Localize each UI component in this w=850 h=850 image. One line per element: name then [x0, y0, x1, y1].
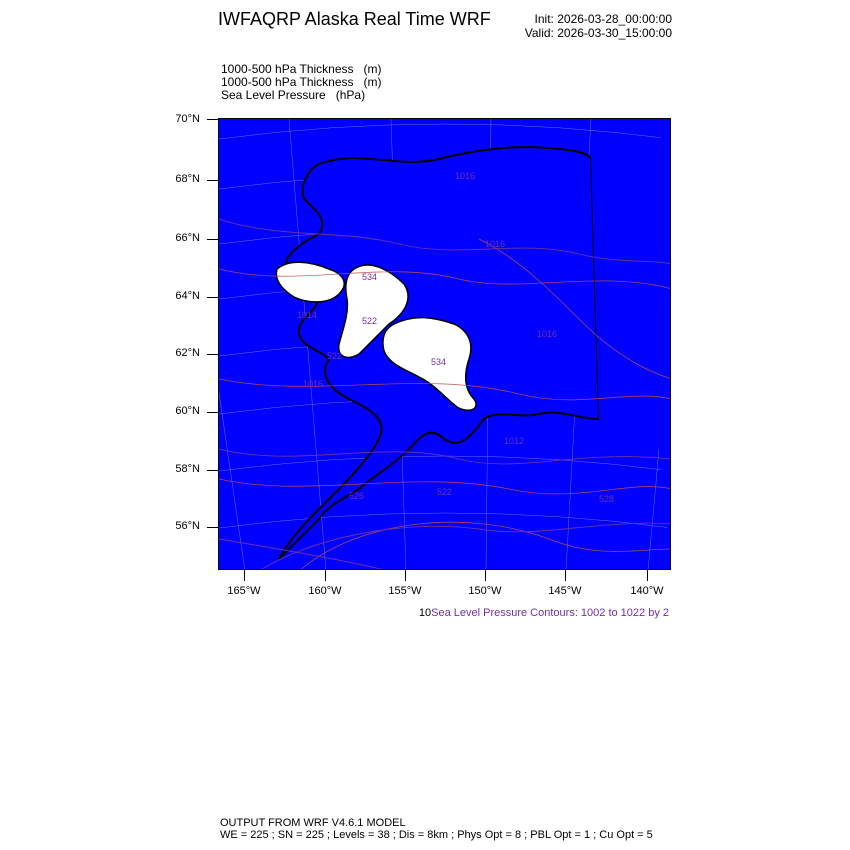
thk-label-2: 534 [431, 357, 447, 367]
lat-tick-60 [207, 412, 218, 413]
lon-tick-155 [405, 570, 406, 581]
footer-config: WE = 225 ; SN = 225 ; Levels = 38 ; Dis = 8km ; Phys Opt = 8 ; PBL Opt = 1 ; Cu Opt = 5 [220, 829, 653, 841]
lon-label-150: 150°W [468, 585, 502, 597]
thk-label-1: 534 [362, 272, 378, 282]
contour-info [419, 607, 669, 619]
lat-tick-66 [207, 239, 218, 240]
lat-tick-70 [207, 119, 218, 120]
lat-label-66: 66°N [175, 232, 200, 244]
lon-tick-140 [647, 570, 648, 581]
lat-tick-68 [207, 180, 218, 181]
lat-tick-62 [207, 354, 218, 355]
slp-contour-info: Sea Level Pressure Contours: 1002 to 1022 by 2 [431, 607, 669, 619]
field-thickness-2: 1000-500 hPa Thickness (m) [221, 75, 382, 89]
slp-label-3: 1014 [297, 310, 318, 320]
footer [220, 817, 653, 841]
lon-tick-150 [485, 570, 486, 581]
lon-tick-165 [244, 570, 245, 581]
slp-label-2: 1016 [485, 239, 506, 249]
thk-label-6: 526 [349, 491, 365, 501]
lat-label-70: 70°N [175, 113, 200, 125]
chart-title: IWFAQRP Alaska Real Time WRF [218, 9, 491, 29]
lat-tick-58 [207, 470, 218, 471]
lat-tick-56 [207, 527, 218, 528]
field-thickness-1: 1000-500 hPa Thickness (m) [221, 62, 382, 76]
slp-label-5: 1012 [504, 436, 525, 446]
lon-label-155: 155°W [388, 585, 422, 597]
init-valid-times [525, 12, 672, 40]
lat-tick-64 [207, 297, 218, 298]
valid-time: Valid: 2026-03-30_15:00:00 [524, 26, 672, 40]
lon-label-140: 140°W [630, 585, 664, 597]
contour-interval: 10 [418, 607, 432, 619]
slp-label-6: 1016 [303, 379, 324, 389]
lat-label-62: 62°N [175, 347, 200, 359]
map-panel [218, 118, 671, 570]
init-time: Init: 2026-03-28_00:00:00 [534, 12, 672, 26]
lon-tick-160 [325, 570, 326, 581]
lat-label-68: 68°N [175, 173, 200, 185]
lon-label-165: 165°W [227, 585, 261, 597]
lon-label-145: 145°W [548, 585, 582, 597]
lat-label-64: 64°N [175, 290, 200, 302]
map-svg [219, 119, 671, 570]
footer-model: OUTPUT FROM WRF V4.6.1 MODEL [220, 817, 406, 829]
lon-tick-145 [565, 570, 566, 581]
slp-label-1: 1016 [455, 171, 476, 181]
lat-label-60: 60°N [175, 405, 200, 417]
field-list [221, 63, 382, 102]
field-slp: Sea Level Pressure (hPa) [221, 88, 366, 102]
slp-label-4: 1016 [537, 329, 558, 339]
thk-label-3: 522 [327, 351, 343, 361]
lat-label-56: 56°N [175, 520, 200, 532]
lat-label-58: 58°N [175, 463, 200, 475]
thk-label-4: 522 [437, 487, 453, 497]
thk-label-5: 528 [599, 494, 615, 504]
lon-label-160: 160°W [308, 585, 342, 597]
thk-label-7: 522 [362, 316, 378, 326]
